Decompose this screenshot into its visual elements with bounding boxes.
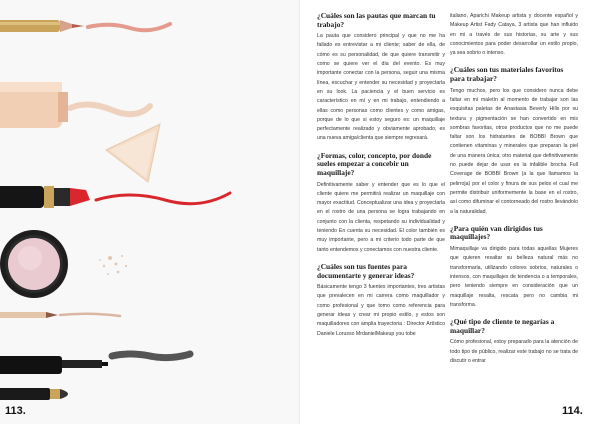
answer-paragraph: La pauta que considero principal y que no me ha fallado es entrevistar a mi cliente; saber de ella, de cómo es su personalidad, de que quiere transmitir y como se quiere ver el día del evento. Es muy importante conectar con la persona, seguir una misma línea, escuchar y entender su necesidad y proyectarla en su look. La paciencia y el buen servicio es característico en mí y en mi trabajo, entendiendo a ellas como personas como clientes y como amigas, porque de lo que si estoy seguro es: un maquillaje perfectamente realizado y obviamente aprobado, es una nueva amiga/clienta que siempre regresará. — [317, 33, 445, 142]
question-heading: ¿Formas, color, concepto, por donde sueles empezar a concebir un maquillaje? — [317, 150, 432, 177]
text-column-1 — [317, 12, 445, 347]
makeup-brush-icon — [0, 388, 68, 400]
question-heading: ¿Cuáles son las pautas que marcan tu trabajo? — [317, 11, 436, 29]
answer-paragraph: italiano, Aparichi Makeup artista y docente español y Makeup Artist Fady Cataya, 3 artista que han influido en mi a través de sus historias, su arte y sus conocimientos para poder desarrollar un estilo propio, ya sea sobrio o intenso. — [450, 13, 578, 57]
answer-paragraph: Cómo profesional, estoy preparado para la atención de todo tipo de público, realizar este trabajo no se trata de discutir o entrar — [450, 339, 578, 364]
page-number-right: 114. — [562, 405, 583, 417]
answer-paragraph: Tengo muchos, pero los que considero nunca debe faltar en mi maletín al momento de trabajar son las exquisitas paletas de Anastasia Beverly Hills por su textura y pigmentación se han convertido en mis sombras favoritas, otros productos que no me puede faltar son los hidratantes de BOBBI Brown que contienen vitaminas y minerales que preparan la piel de una manera única; otro material que definitivamente no puede dejar de usar es la infalible brocha Full Coverage de BOBBI Brown (a la que llamamos la pelirroja) por el color y finura de sus pelos el cual me permite distribuir uniformemente la base en el rostro, así como difuminar el contorneado del rostro llevándolo a la naturalidad. — [450, 87, 578, 215]
answer-paragraph: Definitivamente saber y entender que es lo que el cliente quiere me permitirá realizar un maquillaje con mayor exactitud. Conceptualizar una idea y proyectarla en el rostro de una persona se logra trabajando en conjunto con la clienta, respetando su individualidad y teniendo En cuenta su necesidad. El color también es muy importante, pero a mi criterio todo parte de que tanto entendemos y conectamos con nuestra cliente. — [317, 181, 445, 253]
answer-paragraph: Básicamente tengo 3 fuentes importantes, tres artistas que prevalecen en mi carrera como maquillador y como profesional y que tomo como referencia para generar ideas y crear mi propio estilo, y estos son maquilladores con amplia trayectoria : Director Artístico Daniele Lorusso MrdanielMakeup you tobe — [317, 284, 445, 337]
question-heading: ¿Cuáles son tus materiales favoritos para trabajar? — [450, 65, 564, 84]
text-column-2 — [450, 12, 578, 374]
question-heading: ¿Para quién van dirigidos tus maquillajes? — [450, 223, 543, 242]
powder-swatch-icon — [0, 82, 68, 128]
compact-powder-icon — [0, 230, 68, 298]
question-heading: ¿Qué tipo de cliente te negarías a maquillar? — [450, 317, 555, 335]
page-number-left: 113. — [5, 405, 26, 417]
question-heading: ¿Cuáles son tus fuentes para documentarte y generar ideas? — [317, 261, 415, 280]
eyeliner-pencil-icon — [0, 312, 58, 318]
answer-paragraph: Mimaquillaje va dirigido para todas aquellas Mujeres que quieren resaltar su belleza natural más no transformarla, utilizando colores sobrios, naturales o intensos, con maquillajes de tendencia o a temporales, pero teniendo siempre en consideración que un maquillaje resalta, rescata pero no cambia mi transforma. — [450, 246, 578, 308]
